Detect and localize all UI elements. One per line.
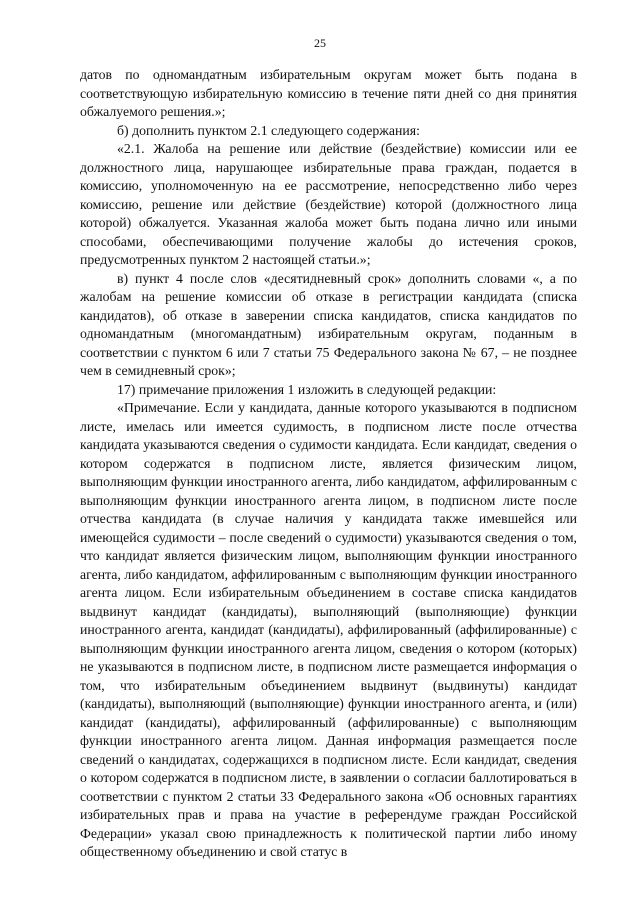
paragraph-subitem-b: б) дополнить пунктом 2.1 следующего содержания: [117, 122, 420, 138]
paragraph-subitem-v: в) пункт 4 после слов «десятидневный срок» дополнить словами «, а по жалобам на решение комиссии об отказе в регистрации кандидата (списка кандидатов), об отказе в заверении списка кандидатов, списка кандидатов по одномандатным (многомандатным) избирательным округам, поданным в соответствии с пунктом 6 или 7 статьи 75 Федерального закона № 67, – не позднее чем в семидневный срок»; [80, 270, 577, 378]
paragraph-item-17: 17) примечание приложения 1 изложить в следующей редакции: [117, 381, 497, 397]
document-body [80, 66, 577, 862]
page-number: 25 [314, 36, 326, 50]
paragraph-continuation: датов по одномандатным избирательным округам может быть подана в соответствующую избирательную комиссию в течение пяти дней со дня принятия обжалуемого решения.»; [80, 67, 577, 119]
paragraph-clause-2-1: «2.1. Жалоба на решение или действие (бездействие) комиссии или ее должностного лица, нарушающее избирательные права граждан, подается в комиссию, уполномоченную на ее рассмотрение, непосредственно либо через комиссию, решение или действие (бездействие) которой (должностного лица которой) обжалуется. Указанная жалоба может быть подана лично или иными способами, обеспечивающими получение жалобы до истечения сроков, предусмотренных пунктом 2 настоящей статьи.»; [80, 141, 577, 267]
paragraph-note: «Примечание. Если у кандидата, данные которого указываются в подписном листе, имелась или имеется судимость, в подписном листе после отчества кандидата указываются сведения о судимости кандидата. Если кандидат, сведения о котором содержатся в подписном листе, является физическим лицом, выполняющим функции иностранного агента, либо кандидатом, аффилированным с выполняющим функции иностранного агента лицом, в подписном листе после отчества кандидата (в случае наличия у кандидата также имевшейся или имеющейся судимости – после сведений о судимости) указываются сведения о том, что кандидат является физическим лицом, выполняющим функции иностранного агента, либо кандидатом, аффилированным с выполняющим функции иностранного агента лицом. Если избирательным объединением в составе списка кандидатов выдвинут кандидат (кандидаты), выполняющий (выполняющие) функции иностранного агента, кандидат (кандидаты), аффилированный (аффилированные) с выполняющим функции иностранного агента лицом, сведения о котором (которых) не указываются в подписном листе, в подписном листе размещается информация о том, что избирательным объединением выдвинут (выдвинуты) кандидат (кандидаты), выполняющий (выполняющие) функции иностранного агента, и (или) кандидат (кандидаты), аффилированный (аффилированные) с выполняющим функции иностранного агента лицом. Данная информация размещается после сведений о кандидатах, содержащихся в подписном листе. Если кандидат, сведения о котором содержатся в подписном листе, в заявлении о согласии баллотироваться в соответствии с пунктом 2 статьи 33 Федерального закона «Об основных гарантиях избирательных прав и права на участие в референдуме граждан Российской Федерации» указал свою принадлежность к политической партии либо иному общественному объединению и свой статус в [80, 400, 577, 859]
